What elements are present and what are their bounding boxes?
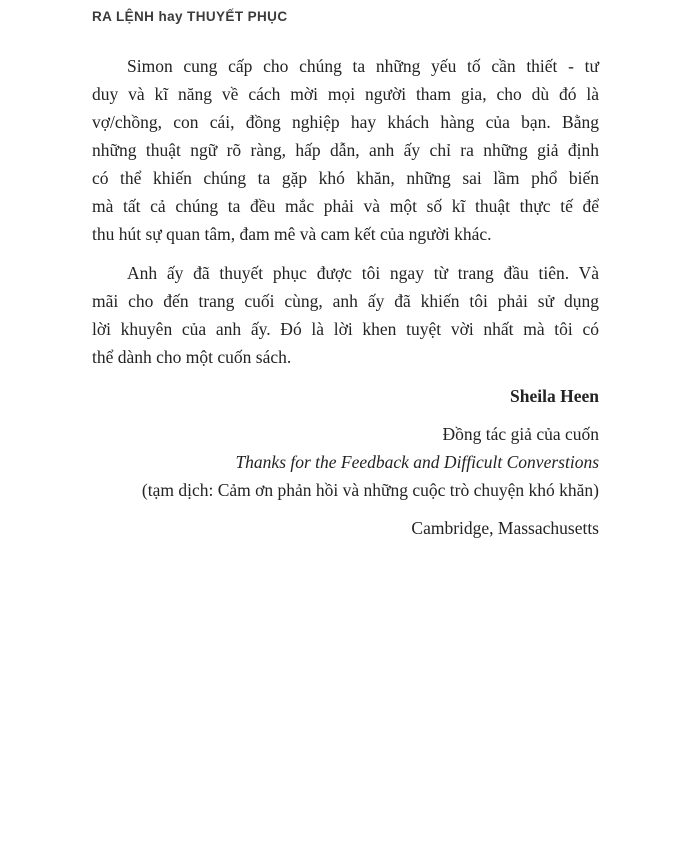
signature-book-title: Thanks for the Feedback and Difficult Converstions xyxy=(235,452,599,472)
body-text-line: Anh ấy đã thuyết phục được tôi ngay từ trang đầu tiên. Và xyxy=(127,263,599,283)
body-text-line: thu hút sự quan tâm, đam mê và cam kết của người khác. xyxy=(92,224,492,244)
body-text-line: có thể khiến chúng ta gặp khó khăn, những sai lầm phổ biến xyxy=(92,168,599,188)
signature-translation: (tạm dịch: Cảm ơn phản hồi và những cuộc trò chuyện khó khăn) xyxy=(141,480,599,500)
body-text-line: Simon cung cấp cho chúng ta những yếu tố cần thiết - tư xyxy=(127,56,599,76)
body-text xyxy=(92,52,599,371)
body-text-line: mà tất cả chúng ta đều mắc phải và một số kĩ thuật thực tế để xyxy=(92,196,599,216)
body-text-line: lời khuyên của anh ấy. Đó là lời khen tuyệt vời nhất mà tôi có xyxy=(92,319,599,339)
signature-location: Cambridge, Massachusetts xyxy=(411,518,599,538)
body-text-line: những thuật ngữ rõ ràng, hấp dẫn, anh ấy chỉ ra những giả định xyxy=(92,140,599,160)
signature-author: Sheila Heen xyxy=(510,386,599,406)
signature-role: Đồng tác giả của cuốn xyxy=(442,424,599,444)
paragraph xyxy=(92,52,599,248)
body-text-line: vợ/chồng, con cái, đồng nghiệp hay khách hàng của bạn. Bằng xyxy=(92,112,599,132)
body-text-line: duy và kĩ năng về cách mời mọi người tham gia, cho dù đó là xyxy=(92,84,599,104)
running-header: RA LỆNH hay THUYẾT PHỤC xyxy=(92,9,288,24)
body-text-line: thể dành cho một cuốn sách. xyxy=(92,347,292,367)
body-text-line: mãi cho đến trang cuối cùng, anh ấy đã khiến tôi phải sử dụng xyxy=(92,291,599,311)
signature-block xyxy=(92,382,599,542)
paragraph xyxy=(92,259,599,371)
